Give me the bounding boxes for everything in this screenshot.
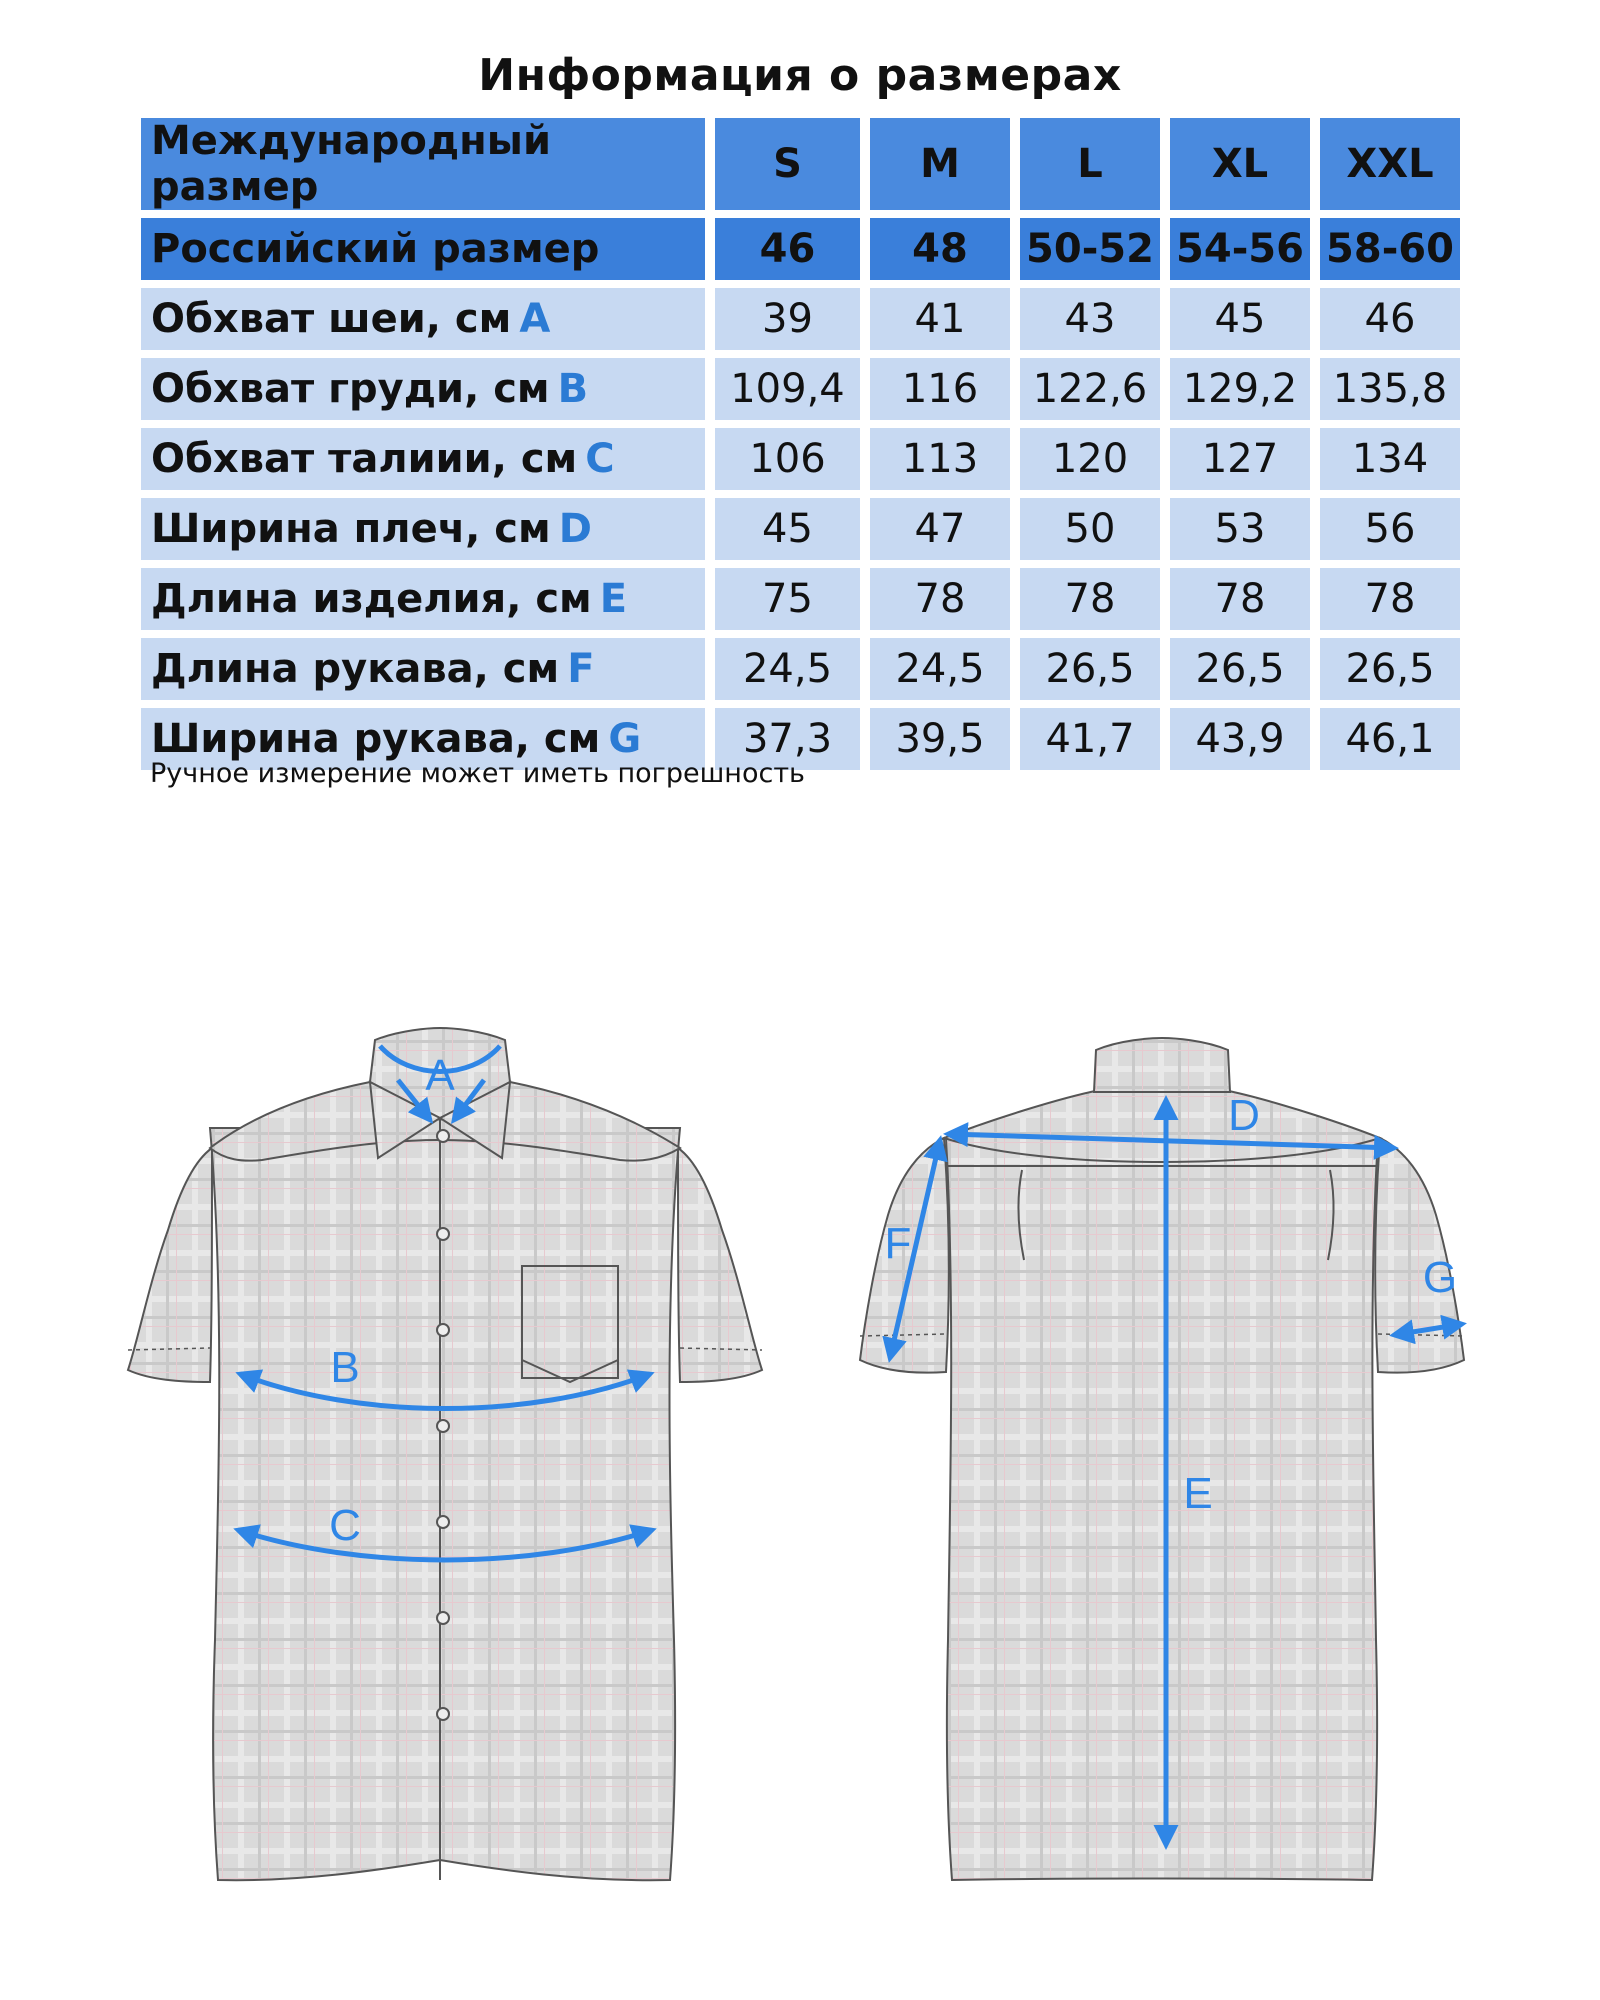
table-cell: 56 (1320, 498, 1460, 560)
table-cell: 50 (1020, 498, 1160, 560)
row-label-text: Длина изделия, см (151, 576, 592, 622)
table-cell: 46 (1320, 288, 1460, 350)
header-cell: 50-52 (1020, 218, 1160, 280)
table-cell: 78 (870, 568, 1010, 630)
row-label-text: Обхват груди, см (151, 366, 550, 412)
measure-letter: A (519, 296, 551, 342)
row-label-text: Ширина плеч, см (151, 506, 551, 552)
table-cell: 78 (1320, 568, 1460, 630)
row-label-text: Длина рукава, см (151, 646, 560, 692)
label-d: D (1228, 1091, 1260, 1140)
table-cell: 24,5 (870, 638, 1010, 700)
table-cell: 43,9 (1170, 708, 1310, 770)
header-cell: M (870, 118, 1010, 210)
front-shirt (128, 1028, 762, 1880)
label-f: F (884, 1219, 912, 1268)
table-cell: 53 (1170, 498, 1310, 560)
row-label: Международный размер (141, 118, 705, 210)
label-e: E (1183, 1469, 1213, 1518)
table-cell: 116 (870, 358, 1010, 420)
label-c: C (329, 1501, 361, 1550)
table-cell: 45 (1170, 288, 1310, 350)
header-cell: 58-60 (1320, 218, 1460, 280)
back-shirt (860, 1038, 1464, 1880)
table-cell: 109,4 (715, 358, 860, 420)
table-cell: 24,5 (715, 638, 860, 700)
measure-letter: E (599, 576, 628, 622)
row-label-text: Ширина рукава, см (151, 716, 601, 762)
table-cell: 78 (1170, 568, 1310, 630)
table-cell: 134 (1320, 428, 1460, 490)
table-cell: 75 (715, 568, 860, 630)
table-cell: 129,2 (1170, 358, 1310, 420)
header-cell: 46 (715, 218, 860, 280)
table-cell: 39,5 (870, 708, 1010, 770)
label-g: G (1422, 1253, 1458, 1302)
table-cell: 127 (1170, 428, 1310, 490)
header-cell: XXL (1320, 118, 1460, 210)
table-cell: 43 (1020, 288, 1160, 350)
row-label-text: Обхват талиии, см (151, 436, 578, 482)
row-label-text: Обхват шеи, см (151, 296, 512, 342)
header-cell: 48 (870, 218, 1010, 280)
measure-letter: D (558, 506, 592, 552)
measure-letter: B (557, 366, 589, 412)
table-cell: 113 (870, 428, 1010, 490)
header-cell: S (715, 118, 860, 210)
table-cell: 47 (870, 498, 1010, 560)
table-cell: 41 (870, 288, 1010, 350)
table-cell: 26,5 (1170, 638, 1310, 700)
measure-letter: C (585, 436, 615, 482)
header-cell: 54-56 (1170, 218, 1310, 280)
header-cell: L (1020, 118, 1160, 210)
table-cell: 41,7 (1020, 708, 1160, 770)
table-cell: 122,6 (1020, 358, 1160, 420)
header-cell: XL (1170, 118, 1310, 210)
table-cell: 26,5 (1320, 638, 1460, 700)
table-cell: 106 (715, 428, 860, 490)
row-label: Российский размер (141, 218, 705, 280)
table-cell: 135,8 (1320, 358, 1460, 420)
table-cell: 45 (715, 498, 860, 560)
measurement-note: Ручное измерение может иметь погрешность (150, 758, 805, 789)
page-title: Информация о размерах (478, 50, 1122, 101)
table-cell: 120 (1020, 428, 1160, 490)
table-cell: 37,3 (715, 708, 860, 770)
measure-letter: G (608, 716, 642, 762)
measure-letter: F (567, 646, 595, 692)
table-cell: 46,1 (1320, 708, 1460, 770)
table-cell: 26,5 (1020, 638, 1160, 700)
label-a: A (425, 1051, 455, 1100)
table-cell: 39 (715, 288, 860, 350)
table-cell: 78 (1020, 568, 1160, 630)
label-b: B (330, 1343, 360, 1392)
